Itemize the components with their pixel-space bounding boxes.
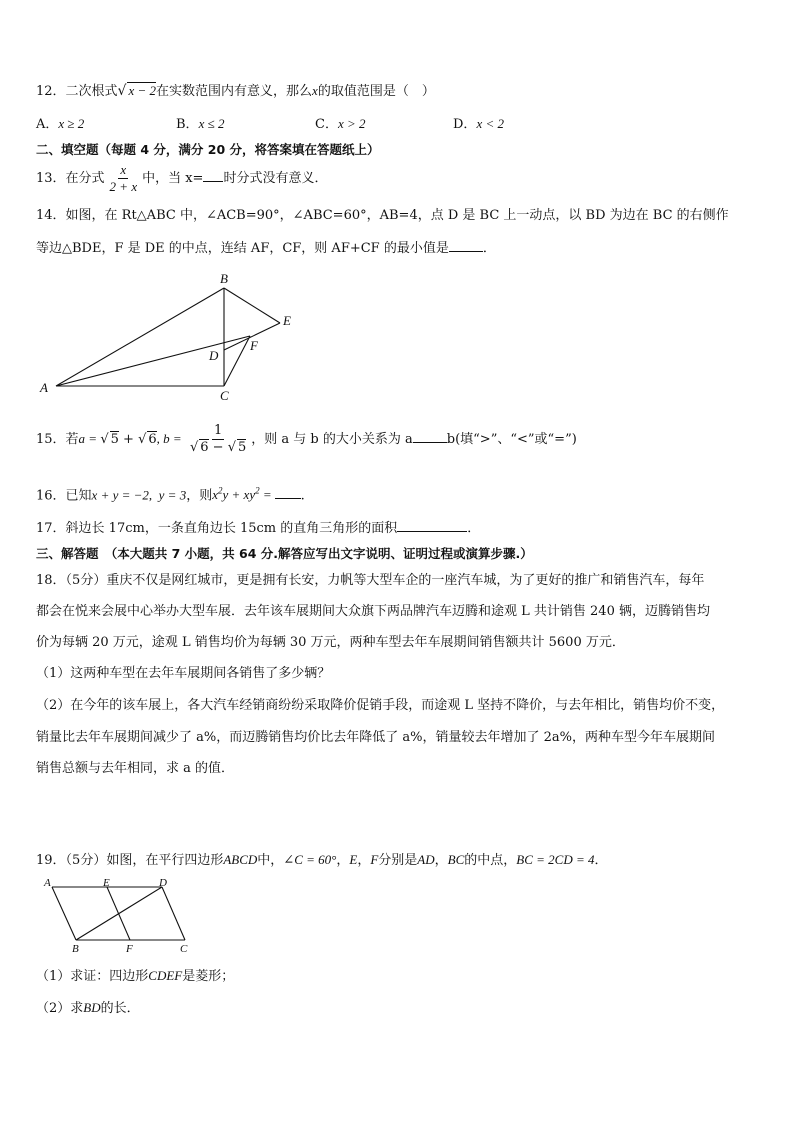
q16-answer-blank [275,498,301,499]
q14-answer-blank [449,251,483,252]
label-e: E [103,877,110,889]
section-3-heading: 三、解答题 （本大题共 7 小题，共 64 分.解答应写出文字说明、证明过程或演算步骤.） [36,546,533,561]
label-c: C [220,388,229,403]
q14-figure [36,268,306,403]
q19-part-1: （1）求证：四边形CDEF是菱形； [36,968,235,984]
q18-line-3: 价为每辆 20 万元，途观 L 销售均价为每辆 30 万元，两种车型去年车展期间销售额共计 5600 万元． [36,635,625,650]
q12-option-c: C．x > 2 [315,116,366,132]
label-a: A [44,877,51,889]
q19-stem: 19．（5分）如图，在平行四边形ABCD中，∠C = 60°，E，F分别是AD，BC的中点，BC = 2CD = 4． [36,852,608,868]
q18-part-1: （1）这两种车型在去年车展期间各销售了多少辆？ [36,666,331,681]
q14-line-2: 等边△BDE，F 是 DE 的中点，连结 AF，CF，则 AF+CF 的最小值是 ． [36,241,496,256]
label-e: E [283,313,291,328]
segment-dc [162,887,185,940]
section-2-heading: 二、填空题（每题 4 分，满分 20 分，将答案填在答题纸上） [36,142,380,157]
q15-stem: 15．若a = √ 5 + √ 6, b = $\frac{1}{√ 6 - √ 5}$ ，则 a 与 b 的大小关系为 a b(填“>”、“<”或“=”) [36,423,577,455]
segment-bd [76,887,162,940]
q15-answer-blank [413,442,447,443]
q12-option-a: A．x ≥ 2 [36,116,85,132]
q12-option-b: B．x ≤ 2 [176,116,225,132]
label-b: B [220,271,228,286]
q18-line-1: 18．（5分）重庆不仅是网红城市，更是拥有长安，力帆等大型车企的一座汽车城，为了更好的推广和销售汽车，每年 [36,573,705,588]
segment-ab [52,887,76,940]
q14-line-1: 14．如图，在 Rt△ABC 中，∠ACB=90°，∠ABC=60°，AB=4，点 D 是 BC 上一动点，以 BD 为边在 BC 的右侧作 [36,208,729,223]
q13-answer-blank [203,181,223,182]
q12-option-d: D．x < 2 [453,116,504,132]
q13-fraction: $\frac{x}{2 + x}$ [109,162,138,194]
q19-figure [40,876,200,956]
label-d: D [209,348,219,363]
q19-part-2: （2）求BD的长． [36,1000,140,1016]
q17-answer-blank [397,531,467,532]
segment-be [224,288,280,323]
q18-part-2-line-2: 销量比去年车展期间减少了 a%，而迈腾销售均价比去年降低了 a%，销量较去年增加了 2a%，两种车型今年车展期间 [36,730,715,745]
q17-stem: 17．斜边长 17cm，一条直角边长 15cm 的直角三角形的面积 ． [36,521,481,536]
q18-part-2-line-1: （2）在今年的该车展上，各大汽车经销商纷纷采取降价促销手段，而途观 L 坚持不降价，与去年相比，销售均价不变， [36,698,725,713]
label-f: F [250,338,258,353]
label-d: D [159,877,167,889]
label-c: C [180,943,188,955]
segment-af [56,336,250,386]
segment-ab [56,288,224,386]
label-b: B [72,943,79,955]
q12-radicand: x − 2 [128,83,157,98]
label-f: F [126,943,133,955]
q18-line-2: 都会在悦来会展中心举办大型车展．去年该车展期间大众旗下两品牌汽车迈腾和途观 L 共计销售 240 辆，迈腾销售均 [36,604,710,619]
q13-stem: 13．在分式 $\frac{x}{2 + x}$ 中，当 x= 时分式没有意义． [36,162,328,194]
q12-stem: 12．二次根式√ x − 2在实数范围内有意义，那么x的取值范围是（ ） [36,83,435,99]
q18-part-2-line-3: 销售总额与去年相同，求 a 的值． [36,761,235,776]
q15-fraction: $\frac{1}{√ 6 - √ 5}$ [189,423,247,455]
q16-stem: 16．已知x + y = −2, y = 3，则$x^2y + xy^2$ = . [36,486,305,504]
label-a: A [40,380,48,395]
